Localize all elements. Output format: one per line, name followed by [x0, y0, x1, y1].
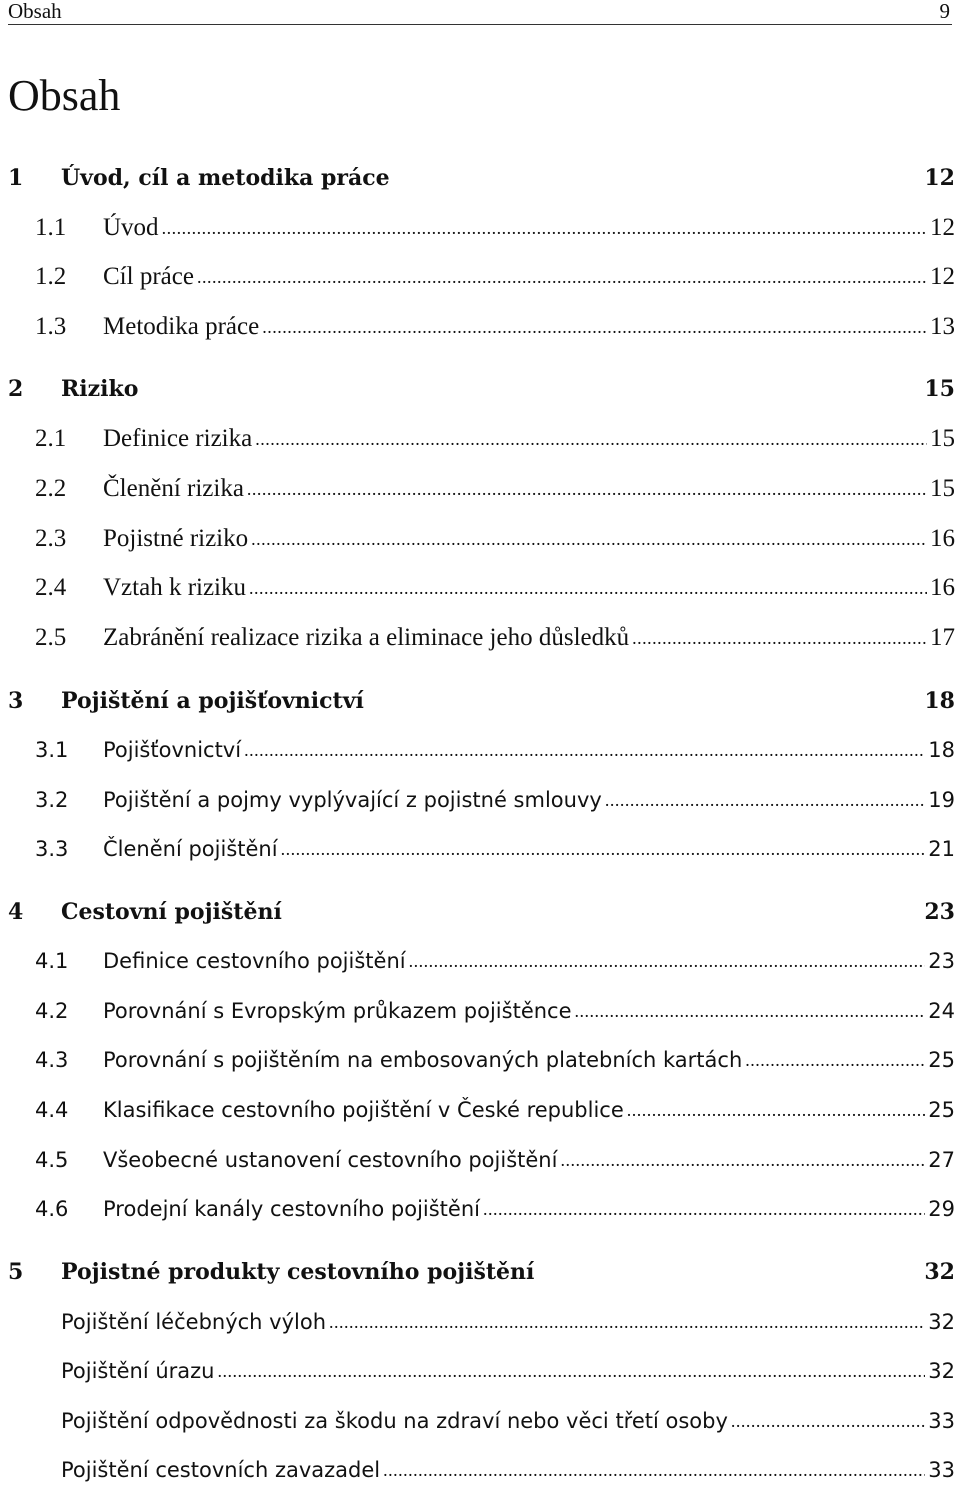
toc-entry-title: Vztah k riziku [103, 574, 247, 601]
toc-entry-title: Pojištění a pojmy vyplývající z pojistné smlouvy [103, 788, 602, 812]
toc-chapter-entry[interactable] [8, 894, 955, 930]
toc-entry-page-number: 16 [930, 574, 955, 601]
toc-section-entry[interactable] [8, 1452, 955, 1488]
running-header-title: Obsah [8, 0, 62, 23]
toc-entry-title: Cíl práce [103, 263, 194, 290]
toc-entry-page-number: 16 [930, 525, 955, 552]
toc-chapter-entry[interactable] [8, 1254, 955, 1290]
toc-entry-title: Definice cestovního pojištění [103, 949, 406, 973]
toc-section-entry[interactable] [8, 1142, 955, 1178]
toc-dot-leader [745, 1050, 925, 1071]
toc-entry-page-number: 12 [930, 214, 955, 241]
toc-dot-leader [409, 951, 926, 972]
toc-dot-leader [575, 1001, 926, 1022]
toc-entry-number: 4.2 [35, 999, 69, 1023]
toc-entry-number: 4.4 [35, 1098, 69, 1122]
toc-entry-title: Definice rizika [103, 425, 253, 452]
toc-section-entry[interactable] [8, 993, 955, 1029]
toc-entry-page-number: 15 [924, 376, 955, 402]
toc-section-entry[interactable] [8, 570, 955, 606]
toc-dot-leader [281, 839, 926, 860]
toc-entry-title: Všeobecné ustanovení cestovního pojištění [103, 1148, 558, 1172]
toc-section-entry[interactable] [8, 732, 955, 768]
toc-entry-page-number: 15 [930, 425, 955, 452]
toc-entry-title: Úvod [103, 214, 159, 241]
toc-section-entry[interactable] [8, 1092, 955, 1128]
toc-entry-page-number: 23 [924, 899, 955, 925]
page-title: Obsah [8, 71, 121, 120]
toc-entry-page-number: 18 [928, 738, 955, 762]
toc-chapter-entry[interactable] [8, 683, 955, 719]
toc-section-entry[interactable] [8, 521, 955, 557]
toc-entry-title: Pojištění léčebných výloh [61, 1310, 327, 1334]
toc-entry-page-number: 33 [928, 1458, 955, 1482]
toc-section-entry[interactable] [8, 1304, 955, 1340]
toc-dot-leader [244, 740, 925, 761]
toc-section-entry[interactable] [8, 1353, 955, 1389]
toc-entry-number: 1.3 [35, 313, 67, 340]
toc-entry-number: 2.2 [35, 475, 67, 502]
toc-entry-page-number: 21 [928, 837, 955, 861]
toc-entry-page-number: 18 [924, 688, 955, 714]
toc-entry-number: 4 [8, 899, 24, 925]
toc-entry-number: 4.1 [35, 949, 69, 973]
toc-entry-number: 1.2 [35, 263, 67, 290]
toc-section-entry[interactable] [8, 471, 955, 507]
toc-section-entry[interactable] [8, 421, 955, 457]
toc-section-entry[interactable] [8, 309, 955, 345]
toc-entry-page-number: 32 [924, 1259, 955, 1285]
toc-entry-number: 2 [8, 376, 24, 402]
running-header-page-number: 9 [939, 0, 950, 23]
toc-entry-title: Pojistné riziko [103, 525, 249, 552]
toc-entry-title: Pojišťovnictví [103, 738, 242, 762]
toc-entry-title: Riziko [61, 376, 139, 402]
toc-section-entry[interactable] [8, 1042, 955, 1078]
toc-dot-leader [560, 1150, 925, 1171]
toc-entry-page-number: 19 [928, 788, 955, 812]
toc-entry-number: 3.1 [35, 738, 69, 762]
toc-dot-leader [255, 429, 927, 450]
toc-dot-leader [483, 1199, 925, 1220]
toc-dot-leader [247, 479, 927, 500]
toc-dot-leader [329, 1312, 925, 1333]
toc-entry-number: 3.3 [35, 837, 69, 861]
toc-entry-title: Porovnání s pojištěním na embosovaných platebních kartách [103, 1048, 743, 1072]
toc-dot-leader [262, 317, 927, 338]
toc-entry-title: Klasifikace cestovního pojištění v České republice [103, 1098, 624, 1122]
toc-entry-number: 2.4 [35, 574, 67, 601]
toc-entry-title: Členění pojištění [103, 837, 278, 861]
toc-section-entry[interactable] [8, 943, 955, 979]
toc-entry-page-number: 15 [930, 475, 955, 502]
toc-entry-page-number: 24 [928, 999, 955, 1023]
toc-dot-leader [218, 1361, 926, 1382]
toc-entry-page-number: 32 [928, 1310, 955, 1334]
toc-section-entry[interactable] [8, 1191, 955, 1227]
toc-entry-number: 3.2 [35, 788, 69, 812]
toc-entry-title: Porovnání s Evropským průkazem pojištěnce [103, 999, 572, 1023]
toc-entry-title: Pojištění a pojišťovnictví [61, 688, 364, 714]
toc-dot-leader [383, 1460, 925, 1481]
toc-entry-number: 1 [8, 165, 24, 191]
toc-dot-leader [632, 628, 927, 649]
toc-entry-title: Cestovní pojištění [61, 899, 282, 925]
toc-entry-page-number: 12 [924, 165, 955, 191]
toc-entry-title: Členění rizika [103, 475, 244, 502]
toc-section-entry[interactable] [8, 620, 955, 656]
toc-entry-title: Pojištění cestovních zavazadel [61, 1458, 381, 1482]
toc-entry-number: 2.1 [35, 425, 67, 452]
toc-dot-leader [627, 1100, 926, 1121]
toc-entry-page-number: 29 [928, 1197, 955, 1221]
toc-entry-number: 3 [8, 688, 24, 714]
toc-entry-number: 4.6 [35, 1197, 69, 1221]
toc-section-entry[interactable] [8, 259, 955, 295]
toc-entry-page-number: 32 [928, 1359, 955, 1383]
toc-entry-number: 1.1 [35, 214, 67, 241]
toc-entry-number: 2.5 [35, 624, 67, 651]
toc-entry-page-number: 25 [928, 1098, 955, 1122]
toc-entry-title: Pojištění úrazu [61, 1359, 215, 1383]
toc-entry-page-number: 12 [930, 263, 955, 290]
toc-dot-leader [605, 790, 925, 811]
toc-entry-title: Metodika práce [103, 313, 260, 340]
toc-entry-page-number: 17 [930, 624, 955, 651]
toc-section-entry[interactable] [8, 782, 955, 818]
toc-entry-number: 2.3 [35, 525, 67, 552]
toc-entry-title: Úvod, cíl a metodika práce [61, 165, 390, 191]
toc-entry-title: Zabránění realizace rizika a eliminace jeho důsledků [103, 624, 630, 651]
toc-entry-page-number: 13 [930, 313, 955, 340]
table-of-contents [8, 0, 955, 1487]
toc-dot-leader [249, 578, 927, 599]
toc-entry-page-number: 25 [928, 1048, 955, 1072]
toc-entry-title: Prodejní kanály cestovního pojištění [103, 1197, 480, 1221]
toc-chapter-entry[interactable] [8, 371, 955, 407]
toc-entry-page-number: 23 [928, 949, 955, 973]
toc-entry-page-number: 33 [928, 1409, 955, 1433]
toc-dot-leader [731, 1411, 925, 1432]
toc-entry-number: 4.3 [35, 1048, 69, 1072]
toc-entry-number: 4.5 [35, 1148, 69, 1172]
toc-entry-page-number: 27 [928, 1148, 955, 1172]
toc-section-entry[interactable] [8, 831, 955, 867]
toc-section-entry[interactable] [8, 210, 955, 246]
toc-dot-leader [162, 218, 927, 239]
toc-dot-leader [251, 529, 927, 550]
toc-section-entry[interactable] [8, 1403, 955, 1439]
toc-entry-title: Pojistné produkty cestovního pojištění [61, 1259, 535, 1285]
toc-dot-leader [197, 267, 927, 288]
toc-entry-number: 5 [8, 1259, 24, 1285]
toc-entry-title: Pojištění odpovědnosti za škodu na zdraví nebo věci třetí osoby [61, 1409, 728, 1433]
toc-chapter-entry[interactable] [8, 160, 955, 196]
